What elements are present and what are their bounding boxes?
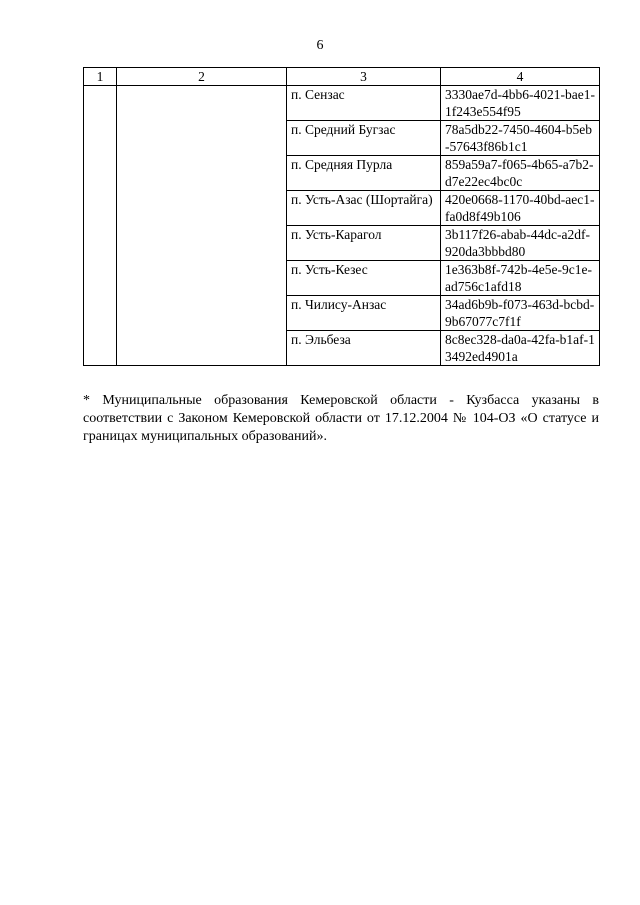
settlement-name: п. Усть-Азас (Шортайга): [287, 191, 441, 226]
settlement-guid: 78a5db22-7450-4604-b5eb-57643f86b1c1: [441, 121, 600, 156]
settlement-guid: 3b117f26-abab-44dc-a2df-920da3bbbd80: [441, 226, 600, 261]
settlement-guid: 1e363b8f-742b-4e5e-9c1e-ad756c1afd18: [441, 261, 600, 296]
settlement-guid: 859a59a7-f065-4b65-a7b2-d7e22ec4bc0c: [441, 156, 600, 191]
page-number: 6: [316, 38, 324, 53]
table-header-row: [84, 68, 600, 86]
settlements-table: [83, 67, 600, 366]
settlement-guid: 3330ae7d-4bb6-4021-bae1-1f243e554f95: [441, 86, 600, 121]
settlement-name: п. Эльбеза: [287, 331, 441, 366]
column-header-2: 2: [117, 68, 287, 86]
table-row: [84, 86, 600, 121]
settlement-guid: 420e0668-1170-40bd-aec1-fa0d8f49b106: [441, 191, 600, 226]
settlement-name: п. Средний Бугзас: [287, 121, 441, 156]
settlement-guid: 34ad6b9b-f073-463d-bcbd-9b67077c7f1f: [441, 296, 600, 331]
cell-col2-empty: [117, 86, 287, 366]
footnote: * Муниципальные образования Кемеровской области - Кузбасса указаны в соответствии с Законом Кемеровской области от 17.12.2004 № 104-ОЗ «О статусе и границах муниципальных образований».: [83, 393, 599, 444]
settlement-name: п. Усть-Кезес: [287, 261, 441, 296]
settlement-name: п. Средняя Пурла: [287, 156, 441, 191]
column-header-4: 4: [441, 68, 600, 86]
settlement-name: п. Чилису-Анзас: [287, 296, 441, 331]
settlement-name: п. Усть-Карагол: [287, 226, 441, 261]
column-header-1: 1: [84, 68, 117, 86]
cell-col1-empty: [84, 86, 117, 366]
column-header-3: 3: [287, 68, 441, 86]
settlement-name: п. Сензас: [287, 86, 441, 121]
settlement-guid: 8c8ec328-da0a-42fa-b1af-13492ed4901a: [441, 331, 600, 366]
